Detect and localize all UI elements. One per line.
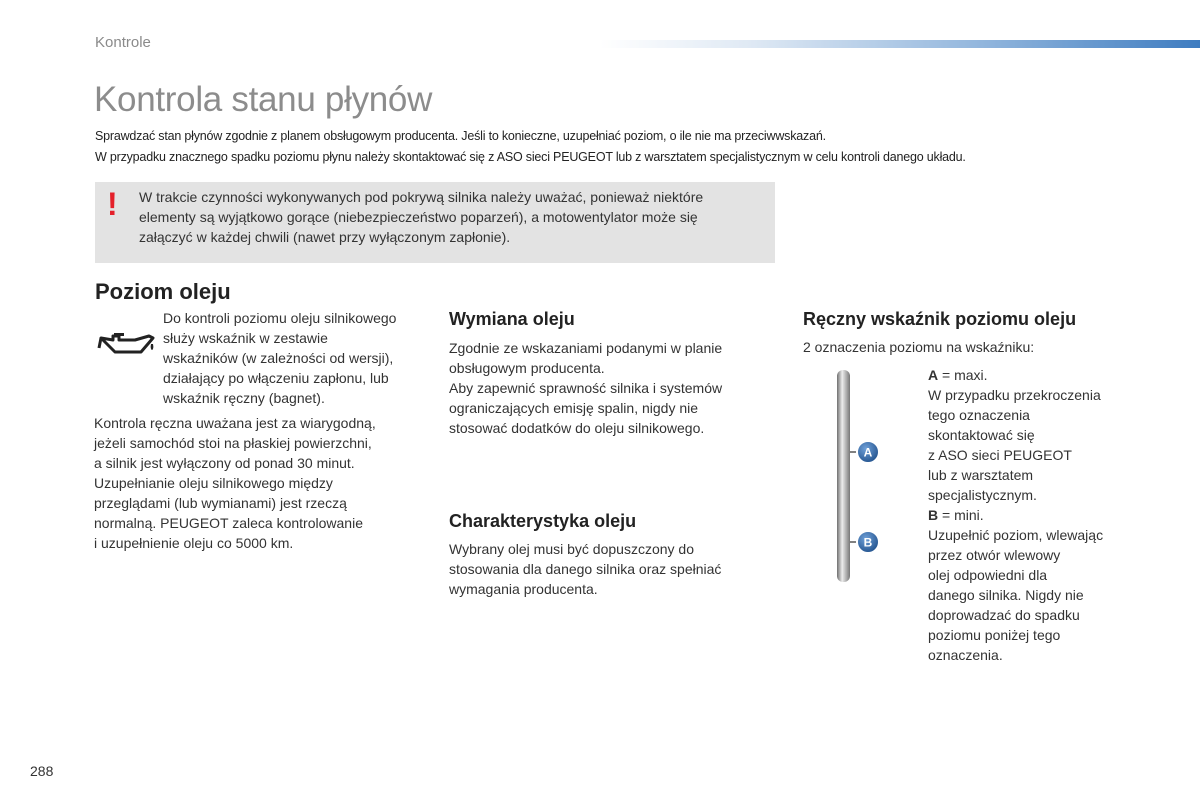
dipstick-markers-text xyxy=(928,365,1178,665)
text-line: olej odpowiedni dla xyxy=(928,567,1048,583)
text-line: stosować dodatków do oleju silnikowego. xyxy=(449,420,705,436)
text-line: doprowadzać do spadku xyxy=(928,607,1080,623)
oil-spec-heading: Charakterystyka oleju xyxy=(449,511,637,531)
text-line: danego silnika. Nigdy nie xyxy=(928,587,1084,603)
dipstick-illustration xyxy=(834,370,884,585)
text-line: poziomu poniżej tego xyxy=(928,627,1061,643)
text-line: a silnik jest wyłączony od ponad 30 minut. xyxy=(94,455,355,471)
marker-b-badge xyxy=(857,531,879,553)
dipstick-heading: Ręczny wskaźnik poziomu oleju xyxy=(803,309,1077,329)
oil-level-body xyxy=(94,413,434,553)
text-line: Wybrany olej musi być dopuszczony do xyxy=(449,541,694,557)
text-line: Kontrola ręczna uważana jest za wiarygodną, xyxy=(94,415,376,431)
text-line: Do kontroli poziomu oleju silnikowego xyxy=(163,310,397,326)
warning-line: załączyć w każdej chwili (nawet przy wyłączonym zapłonie). xyxy=(139,229,511,245)
header-gradient-bar xyxy=(600,40,1200,48)
intro-text xyxy=(95,126,1155,168)
warning-box xyxy=(95,182,775,263)
marker-a-letter: A xyxy=(863,445,873,460)
text-line: W przypadku przekroczenia xyxy=(928,387,1101,403)
dipstick-intro: 2 oznaczenia poziomu na wskaźniku: xyxy=(803,339,1035,355)
text-line: przez otwór wlewowy xyxy=(928,547,1061,563)
marker-b-value: = mini. xyxy=(938,507,984,523)
marker-b-label: B xyxy=(928,507,939,523)
text-line: jeżeli samochód stoi na płaskiej powierzchni, xyxy=(94,435,372,451)
page-number: 288 xyxy=(30,763,54,779)
marker-a-label: A xyxy=(928,367,939,383)
text-line: wymagania producenta. xyxy=(449,581,598,597)
text-line: i uzupełnienie oleju co 5000 km. xyxy=(94,535,294,551)
text-line: stosowania dla danego silnika oraz spełniać xyxy=(449,561,722,577)
oil-can-icon xyxy=(97,328,157,360)
section-label: Kontrole xyxy=(95,34,151,51)
text-line: Uzupełnić poziom, wlewając xyxy=(928,527,1104,543)
marker-b-letter: B xyxy=(863,535,873,550)
text-line: Uzupełnianie oleju silnikowego między xyxy=(94,475,333,491)
text-line: z ASO sieci PEUGEOT xyxy=(928,447,1072,463)
marker-b-definition xyxy=(928,505,1178,525)
text-line: przeglądami (lub wymianami) jest rzeczą xyxy=(94,495,347,511)
text-line: służy wskaźnik w zestawie xyxy=(163,330,328,346)
text-line: działający po włączeniu zapłonu, lub xyxy=(163,370,389,386)
text-line: obsługowym producenta. xyxy=(449,360,605,376)
warning-icon: ! xyxy=(107,186,118,222)
text-line: oznaczenia. xyxy=(928,647,1003,663)
oil-level-intro xyxy=(163,308,433,408)
marker-a-definition xyxy=(928,365,1178,385)
page-title: Kontrola stanu płynów xyxy=(94,80,433,119)
warning-line: elementy są wyjątkowo gorące (niebezpieczeństwo poparzeń), a motowentylator może się xyxy=(139,209,698,225)
text-line: wskaźników (w zależności od wersji), xyxy=(163,350,394,366)
warning-text xyxy=(139,187,769,247)
oil-change-heading: Wymiana oleju xyxy=(449,309,575,329)
text-line: tego oznaczenia xyxy=(928,407,1030,423)
text-line: skontaktować się xyxy=(928,427,1035,443)
oil-level-heading: Poziom oleju xyxy=(95,279,231,304)
text-line: wskaźnik ręczny (bagnet). xyxy=(163,390,325,406)
marker-a-badge xyxy=(857,441,879,463)
oil-spec-text xyxy=(449,539,779,599)
text-line: Aby zapewnić sprawność silnika i systemów xyxy=(449,380,723,396)
text-line: specjalistycznym. xyxy=(928,487,1037,503)
intro-line-2: W przypadku znacznego spadku poziomu płynu należy skontaktować się z ASO sieci PEUGEOT lub z warsztatem specjalistycznym w celu kontroli danego układu. xyxy=(95,150,966,164)
marker-a-value: = maxi. xyxy=(938,367,988,383)
warning-line: W trakcie czynności wykonywanych pod pokrywą silnika należy uważać, ponieważ niektóre xyxy=(139,189,704,205)
text-line: Zgodnie ze wskazaniami podanymi w planie xyxy=(449,340,723,356)
text-line: lub z warsztatem xyxy=(928,467,1034,483)
intro-line-1: Sprawdzać stan płynów zgodnie z planem obsługowym producenta. Jeśli to konieczne, uzupełniać poziom, o ile nie ma przeciwwskazań. xyxy=(95,129,826,143)
oil-change-text xyxy=(449,338,779,438)
text-line: normalną. PEUGEOT zaleca kontrolowanie xyxy=(94,515,363,531)
text-line: ograniczających emisję spalin, nigdy nie xyxy=(449,400,699,416)
